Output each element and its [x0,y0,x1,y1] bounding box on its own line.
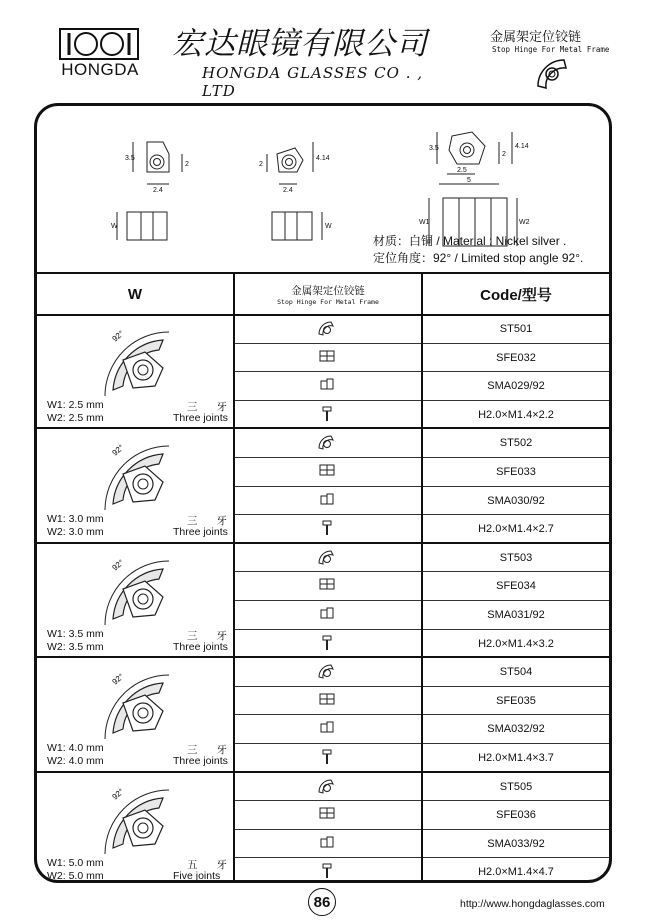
group-divider [37,427,609,429]
row-divider [423,371,609,372]
row-divider [423,686,609,687]
w2-label: W2: 2.5 mm [47,412,104,424]
screw-icon [307,863,347,883]
row-divider [423,457,609,458]
joints-cn: 五 牙 [187,858,235,871]
hinge-front-icon [307,663,347,684]
hinge-side-icon [307,806,347,825]
product-code: ST503 [499,551,533,564]
row-divider [235,857,421,858]
hinge-top-icon [307,835,347,854]
hinge-side-icon [307,463,347,482]
row-divider [235,457,421,458]
col-header-hinge [235,274,421,314]
dim-label: 2.4 [283,187,293,194]
row-divider [235,571,421,572]
row-divider [235,714,421,715]
joints-cn: 三 牙 [187,401,235,413]
stop-angle-diagram [93,549,203,629]
product-code: SMA031/92 [487,609,545,621]
hinge-top-icon [307,720,347,739]
angle-label: 92° [110,672,126,687]
dim-label: 5 [467,177,471,184]
stop-angle-diagram [93,320,203,400]
hinge-top-icon [307,492,347,511]
group-divider [37,542,609,544]
dim-label: W1 [419,219,430,226]
table-header [37,272,609,316]
hinge-top-icon [307,606,347,625]
angle-label: 92° [110,557,126,573]
joints-en: Three joints [173,755,228,768]
stop-angle-diagram [93,778,203,858]
w2-label: W2: 3.5 mm [47,640,104,653]
product-code: H2.0×M1.4×2.2 [478,408,554,421]
product-code: SFE032 [496,351,536,364]
screw-icon [307,635,347,656]
product-code: SMA030/92 [487,494,545,507]
angle-label: 92° [110,786,126,802]
hinge-side-icon [307,349,347,368]
dim-label: 3.5 [125,155,135,162]
angle-label: 92° [110,328,126,344]
w2-label: W2: 5.0 mm [47,869,104,882]
product-code: SMA033/92 [487,837,545,850]
row-divider [235,514,421,515]
w2-label: W2: 4.0 mm [47,755,104,768]
angle-label: 92° [110,443,126,458]
row-divider [423,829,609,830]
joints-en: Three joints [173,412,228,424]
row-divider [235,343,421,344]
dim-label: 2 [502,151,506,158]
w1-label: W1: 2.5 mm [47,399,104,411]
product-code: SMA029/92 [487,380,545,393]
row-divider [423,400,609,401]
dim-label: 2.4 [153,187,163,194]
logo-glasses-icon [59,28,139,60]
joints-en: Five joints [173,869,221,882]
dim-label: 2 [185,161,189,168]
row-divider [235,629,421,630]
dim-label: 2.5 [457,167,467,174]
logo-text: HONGDA [61,60,139,79]
hinge-side-icon [307,577,347,596]
row-divider [423,514,609,515]
w1-label: W1: 5.0 mm [47,856,104,869]
joints-cn: 三 牙 [187,744,235,757]
product-code: H2.0×M1.4×3.7 [478,752,554,764]
row-divider [235,743,421,744]
dim-label: 2 [259,161,263,168]
screw-icon [307,406,347,427]
row-divider [235,371,421,372]
col-header-code: Code/型号 [480,286,552,304]
product-code: SFE034 [496,580,536,593]
hinge-front-icon [307,549,347,570]
joints-cn: 三 牙 [187,629,235,642]
joints-en: Three joints [173,526,228,539]
company-name-en: HONGDA GLASSES CO . , LTD [202,64,424,100]
row-divider [423,800,609,801]
product-code: ST504 [499,666,533,679]
row-divider [423,571,609,572]
hinge-top-icon [307,377,347,396]
col-header-hinge-cn: 金属架定位铰链 [291,284,365,297]
row-divider [423,714,609,715]
hinge-side-icon [307,692,347,711]
product-code: SMA032/92 [487,723,545,736]
joints-en: Three joints [173,640,228,653]
row-divider [235,486,421,487]
product-code: ST501 [499,323,533,335]
row-divider [423,743,609,744]
joints-cn: 三 牙 [187,515,235,528]
dim-label: 3.5 [429,145,439,152]
category-title-en: Stop Hinge For Metal Frame [492,45,610,54]
row-divider [235,686,421,687]
hinge-front-icon [307,434,347,455]
product-code: ST505 [499,780,533,793]
column-divider [233,272,235,880]
group-divider [37,771,609,773]
screw-icon [307,749,347,770]
dim-label: 4.14 [316,155,330,162]
row-divider [423,600,609,601]
group-divider [37,656,609,658]
catalog-frame [34,103,612,883]
angle-spec: 定位角度：92° / Limited stop angle 92°. [373,251,584,265]
dim-label: 4.14 [515,143,529,150]
dim-label: W [325,223,332,230]
row-divider [423,857,609,858]
product-code: H2.0×M1.4×2.7 [478,523,554,536]
row-divider [235,600,421,601]
row-divider [423,486,609,487]
dim-label: W2 [519,219,530,226]
website-url: http://www.hongdaglasses.com [460,898,605,910]
col-header-w: W [127,285,143,303]
product-code: ST502 [499,437,533,450]
col-header-hinge-en: Stop Hinge For Metal Frame [277,297,379,306]
product-code: SFE033 [496,466,536,478]
product-code: H2.0×M1.4×3.2 [478,637,554,650]
company-name-cn: 宏达眼镜有限公司 [172,26,428,62]
stop-angle-diagram [93,434,203,514]
material-spec: 材质：白铜 / Material : Nickel silver . [373,234,567,248]
page-number: 86 [308,888,336,916]
stop-angle-diagram [93,663,203,743]
hinge-category-icon [534,56,570,92]
product-code: SFE035 [496,694,536,707]
product-code: H2.0×M1.4×4.7 [478,866,554,879]
product-code: SFE036 [496,809,536,822]
w1-label: W1: 3.5 mm [47,627,104,640]
category-title-cn: 金属架定位铰链 [490,29,582,44]
row-divider [423,343,609,344]
hinge-front-icon [307,778,347,799]
w2-label: W2: 3.0 mm [47,526,104,539]
row-divider [235,829,421,830]
row-divider [423,629,609,630]
hinge-front-icon [307,320,347,341]
row-divider [235,800,421,801]
screw-icon [307,520,347,541]
row-divider [235,400,421,401]
w1-label: W1: 3.0 mm [47,513,104,526]
w1-label: W1: 4.0 mm [47,742,104,755]
dim-label: W [111,223,118,230]
